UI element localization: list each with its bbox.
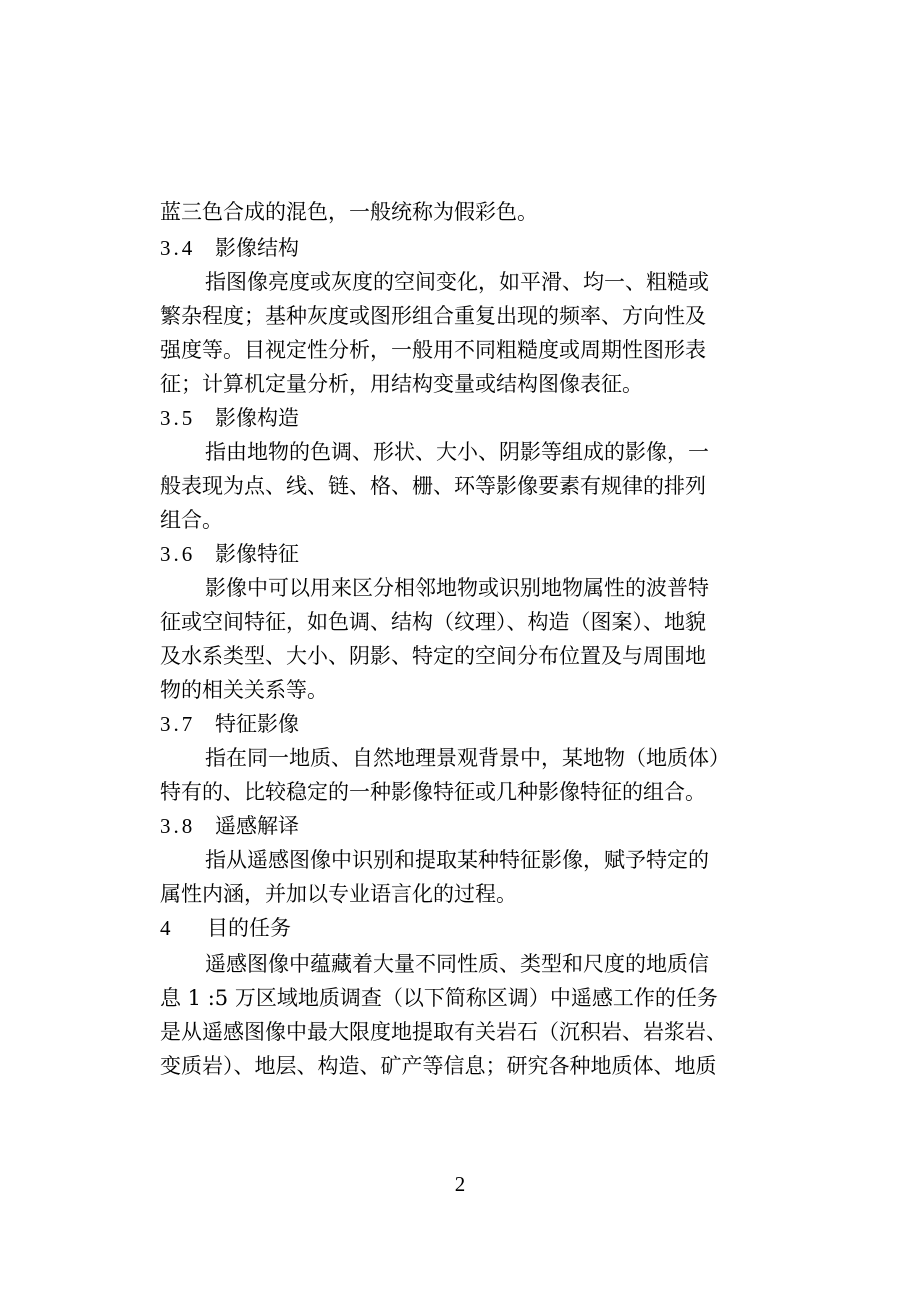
section-title: 影像特征	[215, 542, 299, 566]
section-title: 目的任务	[207, 916, 291, 940]
section-number: 3.7	[160, 712, 196, 736]
paragraph-first-line: 影像中可以用来区分相邻地物或识别地物属性的波普特	[205, 576, 709, 600]
text-line: 征；计算机定量分析，用结构变量或结构图像表征。	[160, 372, 643, 396]
text-line: 强度等。目视定性分析，一般用不同粗糙度或周期性图形表	[160, 338, 706, 362]
text-line: 组合。	[160, 508, 223, 532]
section-number: 3.6	[160, 542, 196, 566]
section-number: 3.4	[160, 236, 196, 260]
paragraph-first-line: 指图像亮度或灰度的空间变化，如平滑、均一、粗糙或	[205, 270, 709, 294]
section-number: 3.8	[160, 814, 196, 838]
text-line: 变质岩）、地层、构造、矿产等信息；研究各种地质体、地质	[160, 1054, 717, 1078]
section-number: 4	[160, 916, 174, 940]
section-title: 遥感解译	[215, 814, 299, 838]
section-title: 影像构造	[215, 406, 299, 430]
section-title: 特征影像	[215, 712, 299, 736]
text-line: 繁杂程度；基种灰度或图形组合重复出现的频率、方向性及	[160, 304, 706, 328]
text-line: 蓝三色合成的混色，一般统称为假彩色。	[160, 200, 538, 224]
text-line: 征或空间特征，如色调、结构（纹理）、构造（图案）、地貌	[160, 610, 706, 634]
section-heading-3-6	[160, 542, 299, 566]
paragraph-first-line: 指在同一地质、自然地理景观背景中，某地物（地质体）	[205, 746, 730, 770]
text-line: 物的相关关系等。	[160, 678, 328, 702]
section-number: 3.5	[160, 406, 196, 430]
text-line: 般表现为点、线、链、格、栅、环等影像要素有规律的排列	[160, 474, 706, 498]
text-line: 是从遥感图像中最大限度地提取有关岩石（沉积岩、岩浆岩、	[160, 1020, 727, 1044]
text-line: 属性内涵，并加以专业语言化的过程。	[160, 882, 517, 906]
section-heading-3-7	[160, 712, 299, 736]
paragraph-first-line: 遥感图像中蕴藏着大量不同性质、类型和尺度的地质信	[205, 952, 709, 976]
section-heading-3-8	[160, 814, 299, 838]
section-heading-3-4	[160, 236, 299, 260]
paragraph-first-line: 指由地物的色调、形状、大小、阴影等组成的影像，一	[205, 440, 709, 464]
text-line: 及水系类型、大小、阴影、特定的空间分布位置及与周围地	[160, 644, 706, 668]
section-heading-3-5	[160, 406, 299, 430]
section-title: 影像结构	[215, 236, 299, 260]
text-line: 息 1 :5 万区域地质调查（以下简称区调）中遥感工作的任务	[160, 986, 718, 1010]
page-number: 2	[454, 1172, 466, 1196]
text-line: 特有的、比较稳定的一种影像特征或几种影像特征的组合。	[160, 780, 706, 804]
section-heading-4	[160, 916, 291, 940]
paragraph-first-line: 指从遥感图像中识别和提取某种特征影像，赋予特定的	[205, 848, 709, 872]
